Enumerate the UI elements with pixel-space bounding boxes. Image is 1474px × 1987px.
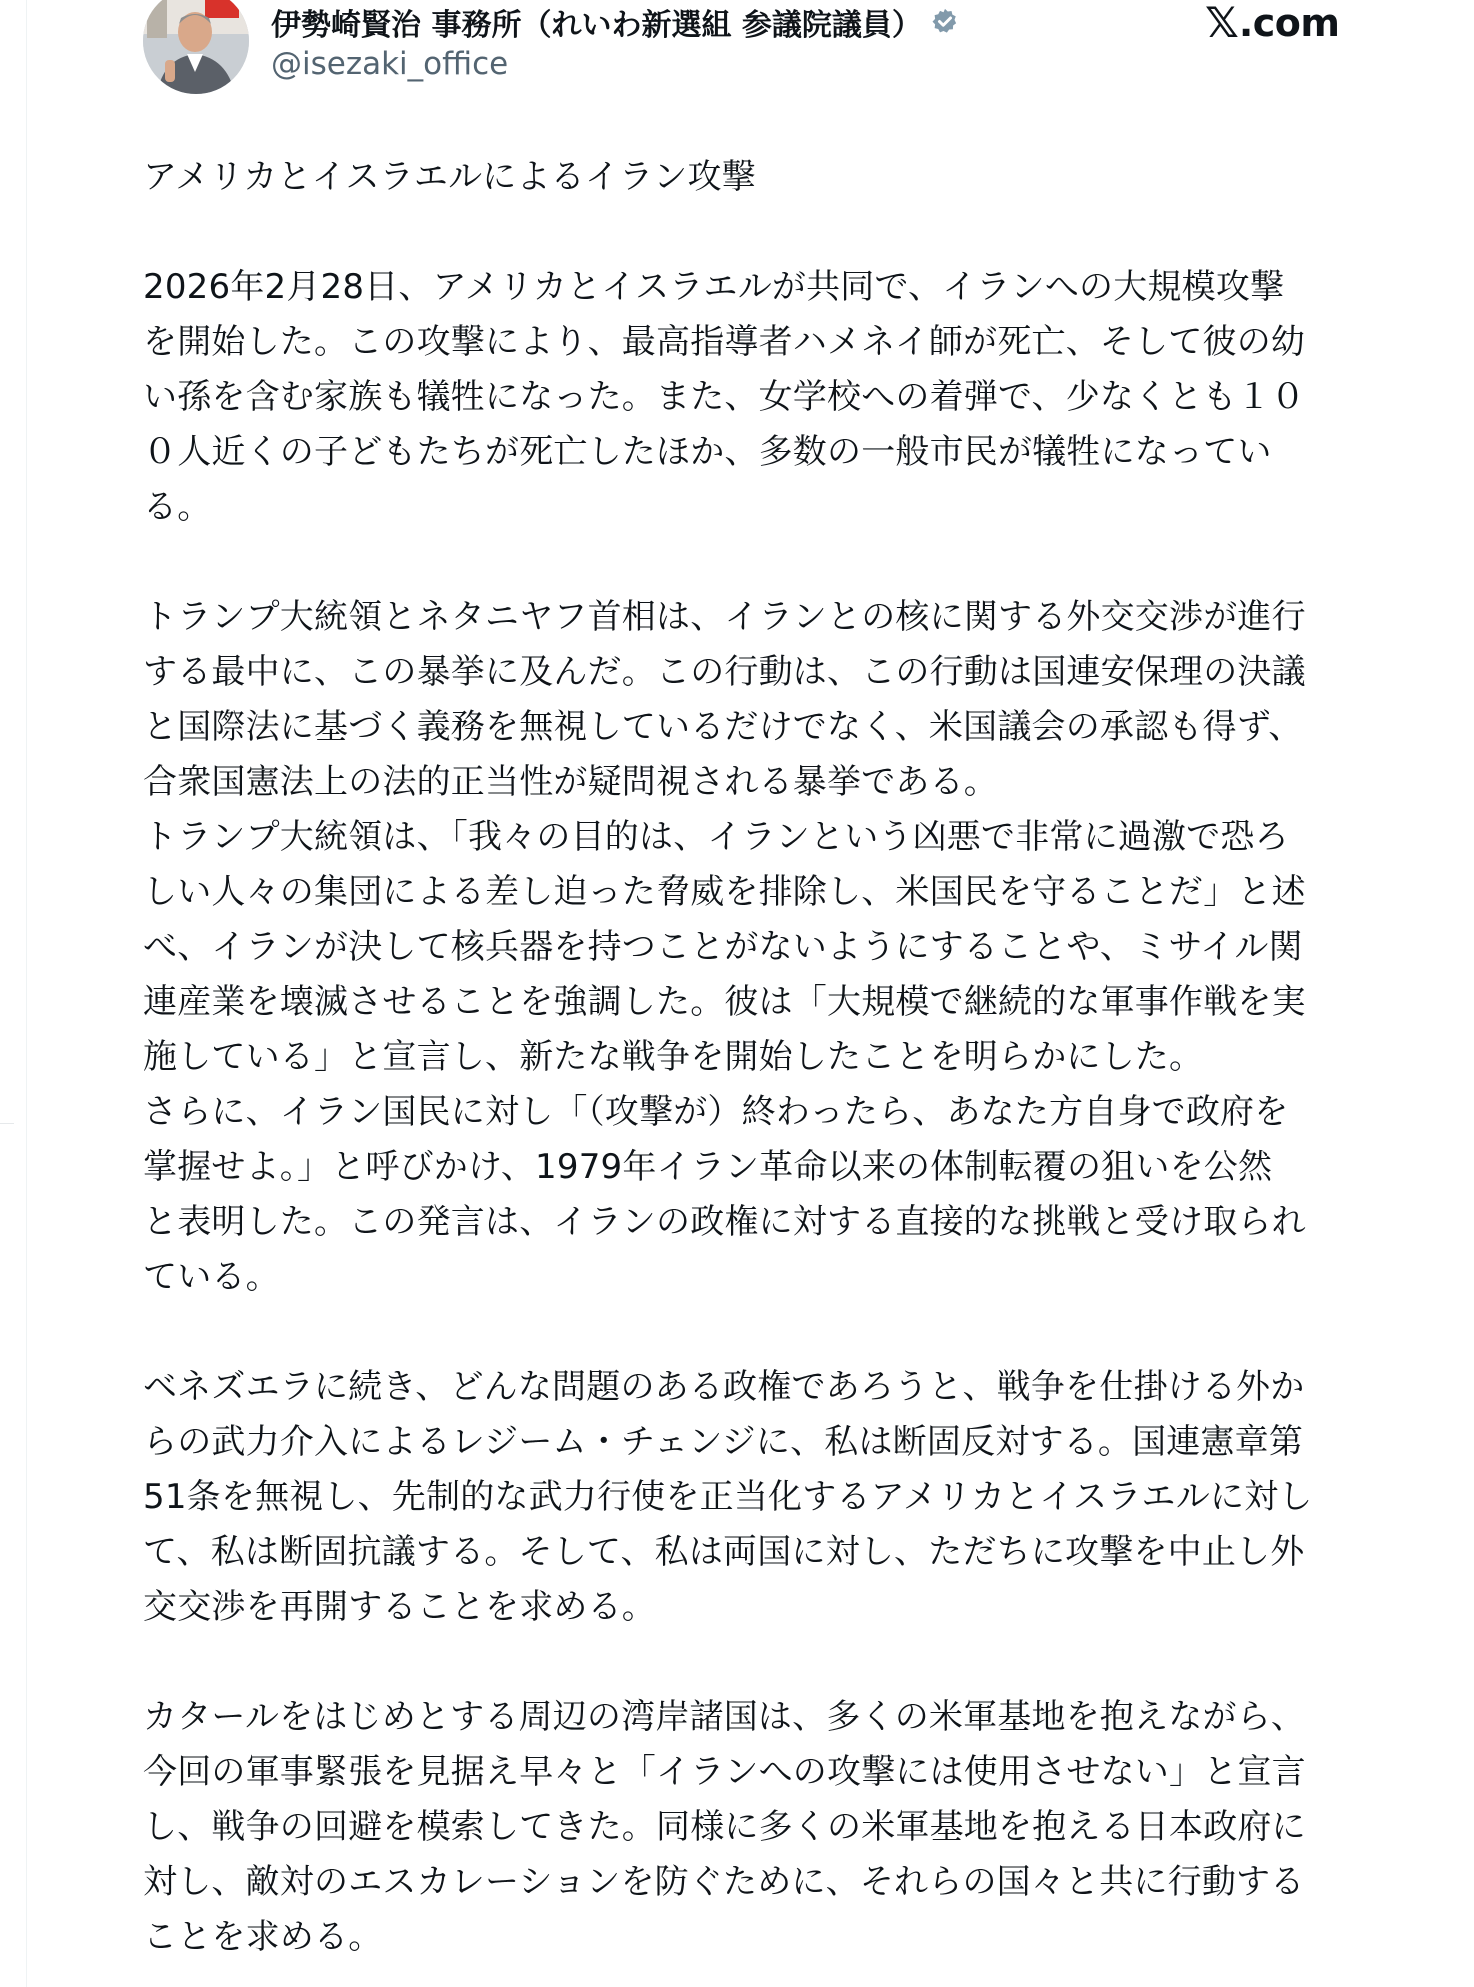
text-line: する最中に、この暴挙に及んだ。この行動は、この行動は国連安保理の決議 [143, 652, 1306, 692]
paragraph-1 [143, 260, 1363, 535]
text-line: ことを求める。 [143, 1917, 383, 1957]
text-line: トランプ大統領は、「我々の目的は、イランという凶悪で非常に過激で恐ろ [143, 817, 1289, 857]
text-line: て、私は断固抗議する。そして、私は両国に対し、ただちに攻撃を中止し外 [143, 1532, 1305, 1572]
verified-badge-icon [930, 7, 960, 37]
timeline-left-border [26, 0, 27, 1987]
timeline-separator [0, 1123, 14, 1124]
text-line: を開始した。この攻撃により、最高指導者ハメネイ師が死亡、そして彼の幼 [143, 322, 1306, 362]
paragraph-gap [143, 205, 1363, 260]
text-line: 施している」と宣言し、新たな戦争を開始したことを明らかにした。 [143, 1037, 1204, 1077]
paragraph-gap [143, 1305, 1363, 1360]
post-title [143, 150, 1363, 205]
text-line: トランプ大統領とネタニヤフ首相は、イランとの核に関する外交交渉が進行 [143, 597, 1306, 637]
text-line: 合衆国憲法上の法的正当性が疑問視される暴挙である。 [143, 762, 998, 802]
author-identity[interactable] [271, 0, 1091, 82]
text-line: しい人々の集団による差し迫った脅威を排除し、米国民を守ることだ」と述 [143, 872, 1306, 912]
text-line: 今回の軍事緊張を見据え早々と「イランへの攻撃には使用させない」と宣言 [143, 1752, 1306, 1792]
text-line: と表明した。この発言は、イランの政権に対する直接的な挑戦と受け取られ [143, 1202, 1306, 1242]
text-line: 51条を無視し、先制的な武力行使を正当化するアメリカとイスラエルに対し [143, 1477, 1313, 1517]
text-line: ベネズエラに続き、どんな問題のある政権であろうと、戦争を仕掛ける外か [143, 1367, 1305, 1407]
text-line: ている。 [143, 1257, 280, 1297]
text-line: 掌握せよ。」と呼びかけ、1979年イラン革命以来の体制転覆の狙いを公然 [143, 1147, 1273, 1187]
text-line: 2026年2月28日、アメリカとイスラエルが共同で、イランへの大規模攻撃 [143, 267, 1285, 307]
x-logo-icon: 𝕏 [1205, 0, 1239, 47]
paragraph-gap [143, 1635, 1363, 1690]
text-line: ０人近くの子どもたちが死亡したほか、多数の一般市民が犠牲になってい [143, 432, 1272, 472]
text-line: る。 [143, 487, 212, 527]
brand-domain: .com [1238, 1, 1340, 45]
text-line: 交交渉を再開することを求める。 [143, 1587, 656, 1627]
text-line: い孫を含む家族も犠牲になった。また、女学校への着弾で、少なくとも１０ [143, 377, 1306, 417]
text-line: べ、イランが決して核兵器を持つことがないようにすることや、ミサイル関 [143, 927, 1303, 967]
text-line: アメリカとイスラエルによるイラン攻撃 [143, 157, 756, 197]
text-line: と国際法に基づく義務を無視しているだけでなく、米国議会の承認も得ず、 [143, 707, 1303, 747]
avatar-photo-icon [143, 0, 249, 94]
text-line: らの武力介入によるレジーム・チェンジに、私は断固反対する。国連憲章第 [143, 1422, 1304, 1462]
text-line: さらに、イラン国民に対し「（攻撃が）終わったら、あなた方自身で政府を [143, 1092, 1289, 1132]
x-brand-link[interactable] [1205, 0, 1340, 47]
text-line: 連産業を壊滅させることを強調した。彼は「大規模で継続的な軍事作戦を実 [143, 982, 1306, 1022]
paragraph-3 [143, 1360, 1363, 1635]
display-name[interactable]: 伊勢崎賢治 事務所（れいわ新選組 参議院議員） [271, 8, 922, 43]
paragraph-4 [143, 1690, 1363, 1965]
text-line: し、戦争の回避を模索してきた。同様に多くの米軍基地を抱える日本政府に [143, 1807, 1306, 1847]
paragraph-gap [143, 535, 1363, 590]
post-text [143, 150, 1363, 1965]
text-line: 対し、敵対のエスカレーションを防ぐために、それらの国々と共に行動する [143, 1862, 1305, 1902]
text-line: カタールをはじめとする周辺の湾岸諸国は、多くの米軍基地を抱えながら、 [143, 1697, 1306, 1737]
author-handle[interactable]: @isezaki_office [271, 46, 509, 82]
avatar[interactable] [143, 0, 249, 94]
post-header [143, 0, 1343, 100]
display-name-row [271, 0, 1091, 44]
paragraph-2 [143, 590, 1363, 1305]
